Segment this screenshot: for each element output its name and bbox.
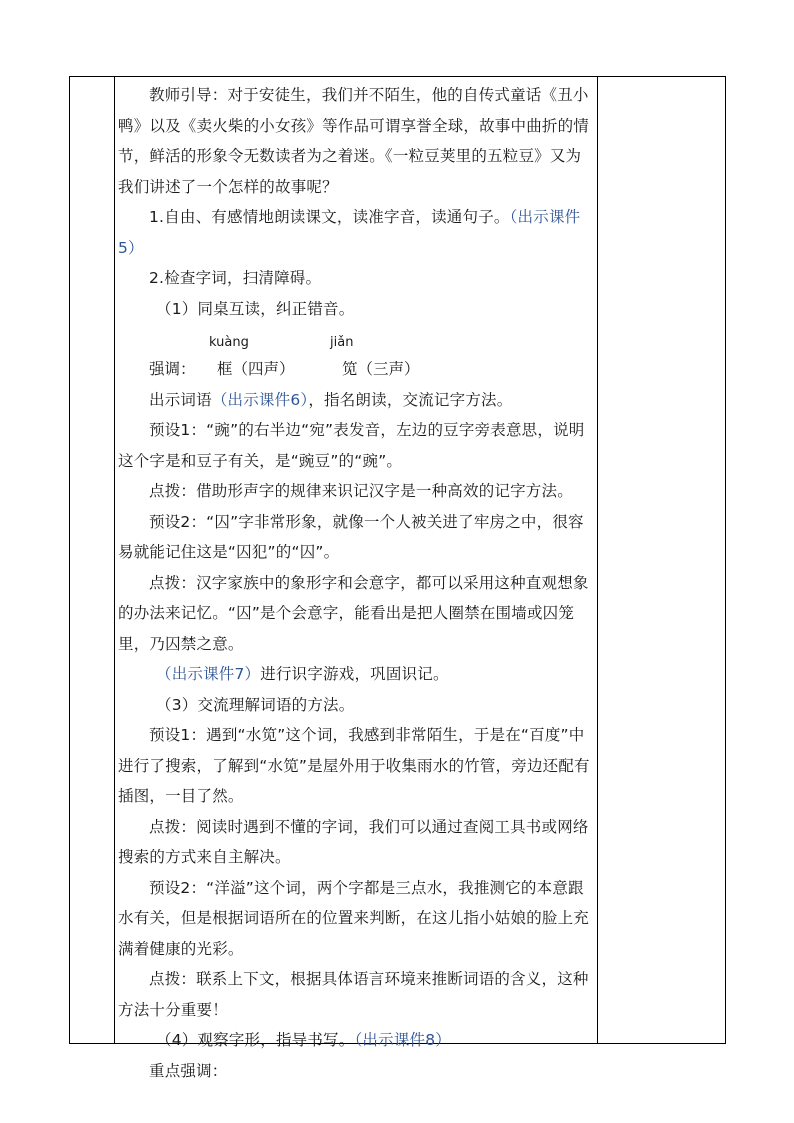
sub3-paragraph: （3）交流理解词语的方法。 bbox=[156, 695, 355, 714]
show-words-courseware-link[interactable]: （出示课件6） bbox=[211, 390, 309, 409]
pinyin-kuang: kuàng bbox=[209, 335, 249, 350]
preset2-paragraph: 预设2：“囚”字非常形象，就像一个人被关进了牢房之中，很容易就能记住这是“囚犯”的“囚”。 bbox=[118, 512, 584, 561]
game-text: 进行识字游戏，巩固识记。 bbox=[260, 665, 449, 683]
show-words-text-a: 出示词语 bbox=[149, 390, 212, 409]
pinyin-line bbox=[118, 324, 594, 354]
emphasis-kuang: 框（四声） bbox=[217, 360, 295, 378]
game-paragraph bbox=[118, 659, 594, 690]
tip3-paragraph: 点拨：阅读时遇到不懂的字词，我们可以通过查阅工具书或网络搜索的方式来自主解决。 bbox=[118, 817, 589, 866]
game-courseware-link[interactable]: （出示课件7） bbox=[156, 665, 261, 683]
preset4-paragraph: 预设2：“洋溢”这个词，两个字都是三点水，我推测它的本意跟水有关，但是根据词语所在的位置来判断，在这儿指小姑娘的脸上充满着健康的光彩。 bbox=[118, 878, 590, 958]
preset3-paragraph: 预设1：遇到“水笕”这个词，我感到非常陌生，于是在“百度”中进行了搜索，了解到“水笕”是屋外用于收集雨水的竹管，旁边还配有插图，一目了然。 bbox=[118, 726, 590, 805]
step2-paragraph: 2.检查字词，扫清障碍。 bbox=[149, 269, 322, 287]
table-left-divider bbox=[114, 77, 115, 1043]
step1-courseware-link[interactable]: （出示课件5） bbox=[118, 208, 581, 257]
sub4-text: （4）观察字形，指导书写。 bbox=[156, 1031, 355, 1049]
show-words-text-b: ，指名朗读，交流记字方法。 bbox=[308, 390, 513, 409]
emphasis-jian: 笕（三声） bbox=[342, 360, 420, 378]
lesson-content bbox=[118, 80, 594, 1086]
intro-paragraph: 教师引导：对于安徒生，我们并不陌生，他的自传式童话《丑小鸭》以及《卖火柴的小女孩》等作品可谓享誉全球，故事中曲折的情节，鲜活的形象令无数读者为之着迷。《一粒豆荚里的五粒豆》又为我们讲述了一个怎样的故事呢？ bbox=[118, 86, 590, 196]
sub4-paragraph bbox=[118, 1025, 594, 1056]
step1-paragraph bbox=[118, 202, 594, 263]
emphasis-line bbox=[118, 354, 594, 385]
tip2-paragraph: 点拨：汉字家族中的象形字和会意字，都可以采用这种直观想象的办法来记忆。“囚”是个会意字，能看出是把人圈禁在围墙或囚笼里，乃囚禁之意。 bbox=[118, 573, 589, 653]
step1-text: 1.自由、有感情地朗读课文，读准字音，读通句子。 bbox=[149, 208, 510, 226]
key-emphasis-paragraph: 重点强调： bbox=[149, 1061, 228, 1080]
show-words-paragraph bbox=[118, 385, 594, 416]
preset1-paragraph: 预设1：“豌”的右半边“宛”表发音，左边的豆字旁表意思，说明这个字是和豆子有关，是“豌豆”的“豌”。 bbox=[118, 421, 585, 470]
sub4-courseware-link[interactable]: （出示课件8） bbox=[354, 1031, 451, 1049]
pinyin-jian: jiǎn bbox=[330, 335, 354, 350]
tip4-paragraph: 点拨：联系上下文，根据具体语言环境来推断词语的含义，这种方法十分重要！ bbox=[118, 970, 589, 1019]
tip1-paragraph: 点拨：借助形声字的规律来识记汉字是一种高效的记字方法。 bbox=[149, 482, 573, 500]
table-right-divider bbox=[597, 77, 598, 1043]
emphasis-label: 强调： bbox=[149, 360, 196, 378]
sub1-paragraph: （1）同桌互读，纠正错音。 bbox=[156, 299, 355, 318]
